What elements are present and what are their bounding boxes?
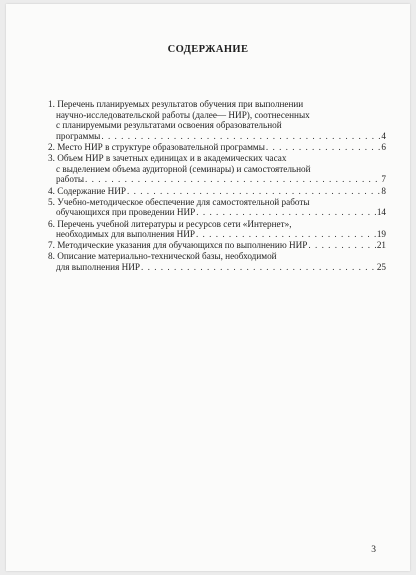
toc-entry: [48, 197, 386, 218]
toc-entry-line: 3. Объем НИР в зачетных единицах и в академических часах: [48, 153, 287, 164]
toc-page-number: 7: [381, 174, 386, 185]
toc-entry-text: 4. Содержание НИР: [48, 185, 127, 196]
dot-leader: [85, 174, 380, 185]
toc-entry: [48, 186, 386, 197]
toc-entry-last-line: [48, 131, 386, 142]
toc-entry-last-line: [48, 240, 386, 251]
toc-entry-text: 7. Методические указания для обучающихся по выполнению НИР: [48, 240, 308, 251]
toc-entry-line: 6. Перечень учебной литературы и ресурсов сети «Интернет»,: [48, 218, 292, 229]
table-of-contents: [48, 99, 386, 273]
toc-entry: [48, 251, 386, 272]
toc-entry-text: 2. Место НИР в структуре образовательной программы: [48, 141, 265, 152]
toc-page-number: 19: [376, 229, 386, 240]
toc-entry-line: 8. Описание материально-технической базы, необходимой: [48, 251, 277, 262]
toc-entry: [48, 153, 386, 185]
dot-leader: [101, 131, 380, 142]
toc-page-number: 14: [376, 207, 386, 218]
toc-entry-last-line: [48, 142, 386, 153]
toc-entry: [48, 219, 386, 240]
dot-leader: [308, 240, 375, 251]
dot-leader: [127, 186, 380, 197]
toc-entry-last-line: [48, 186, 386, 197]
toc-entry-last-line: [48, 207, 386, 218]
toc-entry-last-line: [48, 262, 386, 273]
toc-page-number: 4: [381, 130, 386, 141]
toc-entry-text: для выполнения НИР: [56, 262, 140, 273]
toc-entry-line: 1. Перечень планируемых результатов обучения при выполнении: [48, 99, 304, 109]
toc-entry-last-line: [48, 174, 386, 185]
toc-entry-text: обучающихся при проведении НИР: [56, 207, 196, 218]
toc-page-number: 6: [381, 141, 386, 152]
dot-leader: [266, 142, 381, 153]
page-title: СОДЕРЖАНИЕ: [167, 44, 249, 55]
toc-entry: [48, 99, 386, 141]
toc-entry: [48, 142, 386, 153]
toc-entry-last-line: [48, 229, 386, 240]
dot-leader: [196, 229, 376, 240]
document-page: [6, 4, 410, 571]
toc-page-number: 8: [381, 185, 386, 196]
toc-entry-line: 5. Учебно-методическое обеспечение для самостоятельной работы: [48, 196, 310, 207]
toc-entry-line: научно-исследовательской работы (далее— НИР), соотнесенных: [56, 109, 310, 120]
dot-leader: [141, 262, 376, 273]
toc-page-number: 25: [376, 262, 386, 273]
dot-leader: [196, 207, 376, 218]
toc-page-number: 21: [376, 240, 386, 251]
toc-entry-text: необходимых для выполнения НИР: [56, 229, 195, 240]
toc-entry-line: с планируемыми результатами освоения образовательной: [56, 120, 282, 131]
toc-entry: [48, 240, 386, 251]
toc-entry-text: программы: [56, 130, 101, 141]
toc-entry-line: с выделением объема аудиторной (семинары) и самостоятельной: [56, 163, 311, 174]
toc-entry-text: работы: [56, 174, 85, 185]
page-number: 3: [371, 545, 376, 555]
